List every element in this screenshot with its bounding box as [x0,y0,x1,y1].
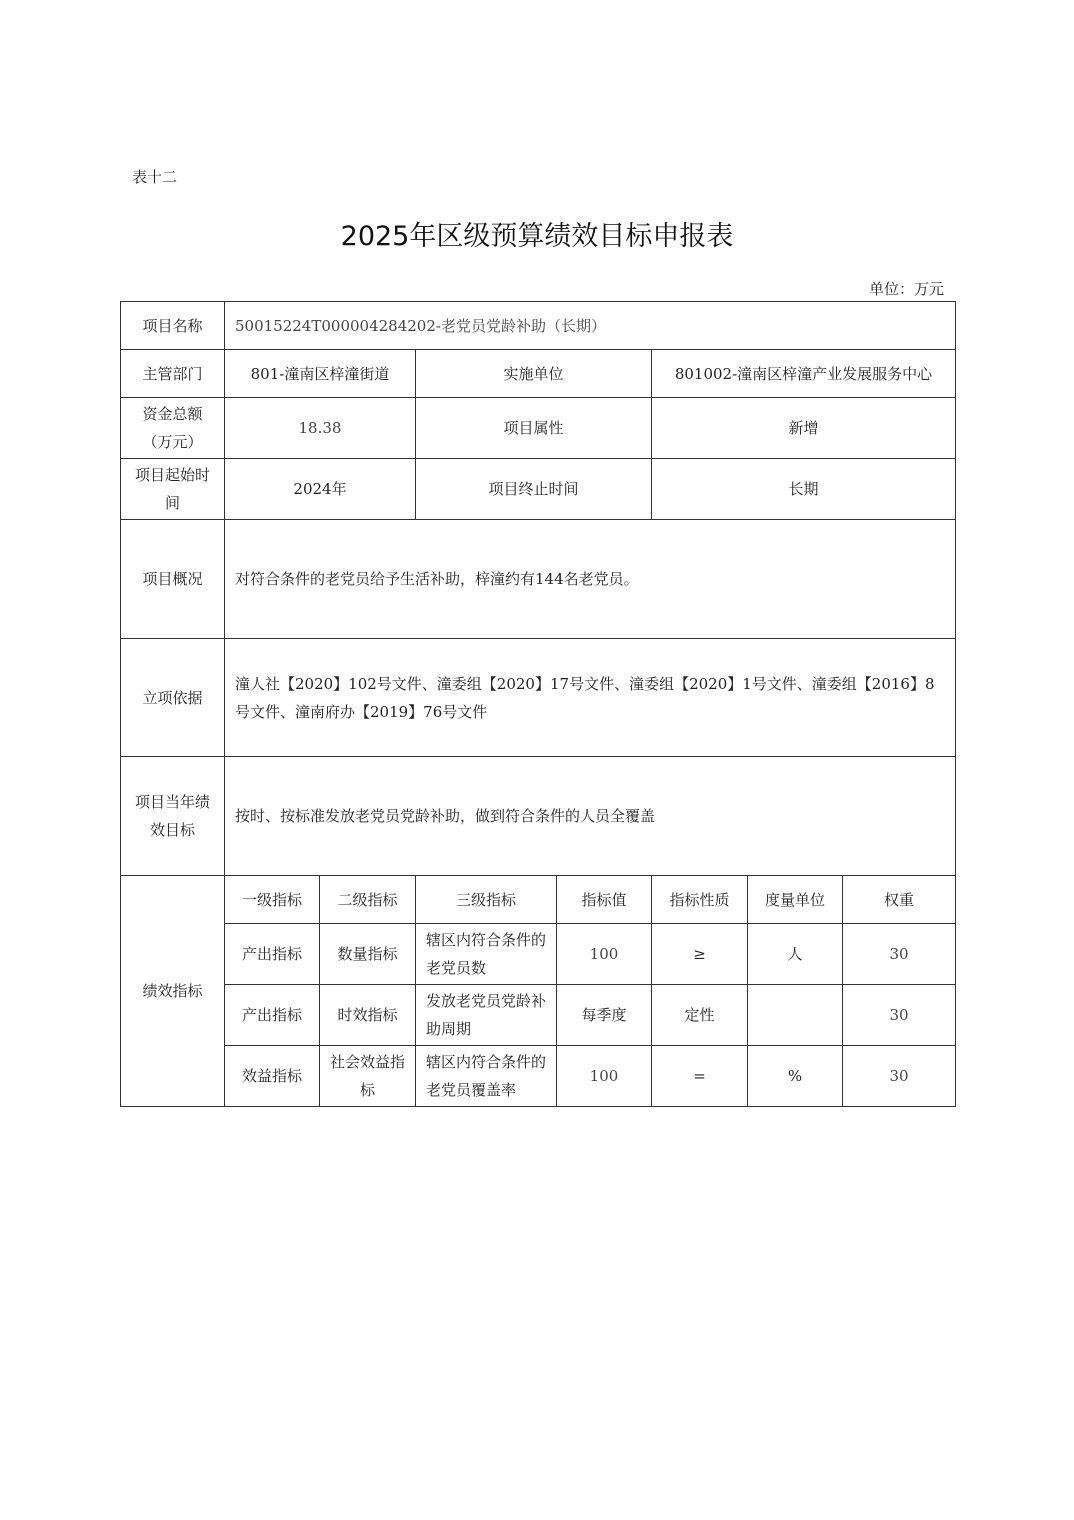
indicator-header-row [121,876,956,924]
department-row [121,350,956,398]
funds-row [121,398,956,459]
overview-row [121,520,956,639]
level3-cell: 辖区内符合条件的老党员数 [416,924,557,985]
weight-cell: 30 [843,1046,956,1107]
level3-cell: 辖区内符合条件的老党员覆盖率 [416,1046,557,1107]
weight-cell: 30 [843,924,956,985]
attr-value: 新增 [652,398,956,459]
indicator-header: 权重 [843,876,956,924]
budget-performance-table [120,301,956,1107]
weight-cell: 30 [843,985,956,1046]
overview-label: 项目概况 [121,520,225,639]
indicator-header: 二级指标 [320,876,416,924]
funds-value: 18.38 [225,398,416,459]
level3-cell: 发放老党员党龄补助周期 [416,985,557,1046]
impl-value: 801002-潼南区梓潼产业发展服务中心 [652,350,956,398]
unit-cell [748,985,843,1046]
nature-cell: 定性 [652,985,748,1046]
basis-label: 立项依据 [121,639,225,757]
basis-value: 潼人社【2020】102号文件、潼委组【2020】17号文件、潼委组【2020】1号文件、潼委组【2016】8号文件、潼南府办【2019】76号文件 [225,639,956,757]
overview-value: 对符合条件的老党员给予生活补助，梓潼约有144名老党员。 [225,520,956,639]
end-value: 长期 [652,459,956,520]
indicator-header: 三级指标 [416,876,557,924]
level2-cell: 时效指标 [320,985,416,1046]
page-title: 2025年区级预算绩效目标申报表 [340,221,734,252]
end-label: 项目终止时间 [416,459,652,520]
level2-cell: 数量指标 [320,924,416,985]
goal-row [121,757,956,876]
table-number-label: 表十二 [132,168,178,186]
start-label: 项目起始时间 [121,459,225,520]
basis-row [121,639,956,757]
nature-cell: ≥ [652,924,748,985]
indicator-row [121,924,956,985]
level2-cell: 社会效益指标 [320,1046,416,1107]
project-name-value: 50015224T000004284202-老党员党龄补助（长期） [225,302,956,350]
unit-cell: 人 [748,924,843,985]
level1-cell: 产出指标 [225,985,320,1046]
level1-cell: 效益指标 [225,1046,320,1107]
goal-value: 按时、按标准发放老党员党龄补助，做到符合条件的人员全覆盖 [225,757,956,876]
indicator-header: 指标性质 [652,876,748,924]
level1-cell: 产出指标 [225,924,320,985]
attr-label: 项目属性 [416,398,652,459]
indicator-header: 一级指标 [225,876,320,924]
indicator-header: 指标值 [557,876,652,924]
start-value: 2024年 [225,459,416,520]
project-name-row [121,302,956,350]
indicator-header: 度量单位 [748,876,843,924]
unit-cell: % [748,1046,843,1107]
goal-label: 项目当年绩效目标 [121,757,225,876]
dept-label: 主管部门 [121,350,225,398]
impl-label: 实施单位 [416,350,652,398]
indicator-row [121,1046,956,1107]
project-name-label: 项目名称 [121,302,225,350]
indicator-row [121,985,956,1046]
value-cell: 每季度 [557,985,652,1046]
value-cell: 100 [557,924,652,985]
indicators-label: 绩效指标 [121,876,225,1107]
nature-cell: = [652,1046,748,1107]
funds-label: 资金总额（万元） [121,398,225,459]
time-row [121,459,956,520]
dept-value: 801-潼南区梓潼街道 [225,350,416,398]
unit-label: 单位：万元 [868,280,944,298]
value-cell: 100 [557,1046,652,1107]
